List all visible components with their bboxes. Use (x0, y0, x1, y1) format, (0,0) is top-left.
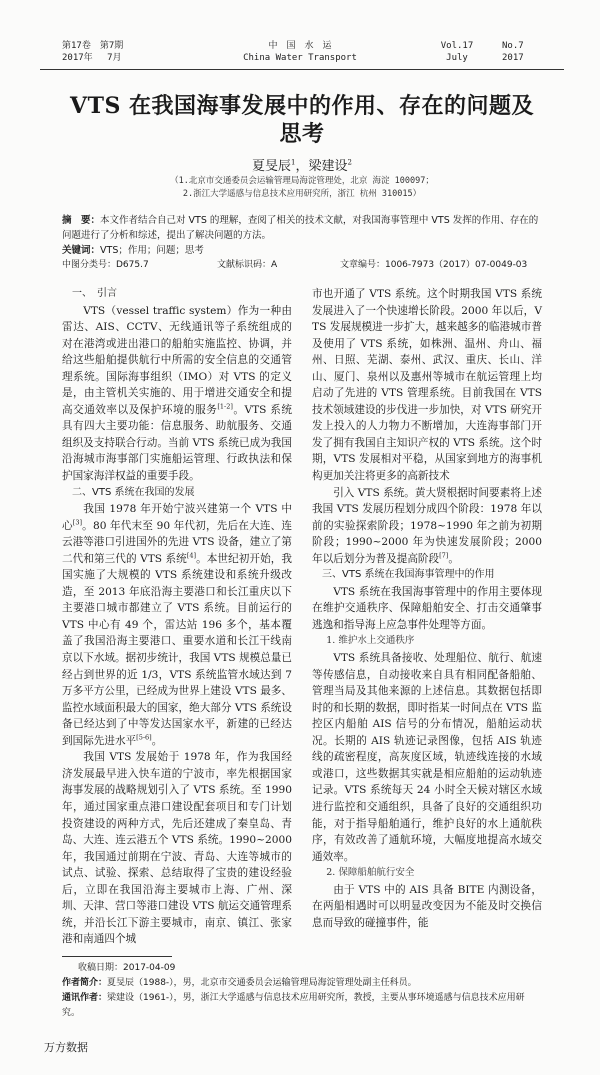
volume-cn: 第17卷 第7期 (62, 41, 124, 51)
body-columns (62, 286, 542, 948)
month-en: July (446, 53, 468, 63)
document-code: 文献标识码：A (217, 260, 278, 270)
running-header (62, 40, 542, 66)
text: 。本世纪初开始，我国实施了大规模的 VTS 系统建设和系统升级改造，至 2013 年底沿海主要港口和长江重庆以下主要港口城市都建立了 VTS 系统。目前运行的 VTS 中心有 49 个，雷达站 196 多个，基本覆盖了我国沿海主要港口、重要水道和长江干线南京以下水域。据初步统计，我国 VTS 规模总量已经占到世界的近 1/3，VTS 系统监管水域达到 7 万多平方公里，已经成为世界上建设 VTS 最多、监控水域面积最大的国家，绝大部分 VTS 系统设备已经达到了中等发达国家水平，新建的已经达到国际先进水平 (62, 552, 292, 747)
date-cn: 2017年 7月 (62, 53, 122, 63)
affiliation-1: （1.北京市交通委员会运输管理局海淀管理处，北京 海淀 100097； (170, 176, 434, 186)
keywords-label: 关键词： (62, 245, 101, 256)
text: 。80 年代末至 90 年代初，先后在大连、连云港等港口引进国外的先进 VTS 设备，建立了第二代和第三代的 VTS 系统 (62, 519, 293, 565)
section-heading-development: 二、VTS 系统在我国的发展 (72, 486, 195, 498)
paragraph: VTS 系统具备接收、处理船位、航行、航速等传感信息，自动接收来自具有相同配备船舶、管理当局及其他来源的上述信息。其数据包括即时的和长期的数据，即时指某一时间点在 VTS 监控区内船舶 AIS 信号的分布情况，船舶运动状况。长期的 AIS 轨迹记录图像，包括 AIS 轨迹线的疏密程度，高灰度区域，轨迹线连接的水域或港口，这些数据其实就是相应船舶的运动轨迹记录。VTS 系统每天 24 小时全天候对辖区水域进行监控和交通组织，具备了良好的交通组织功能，对于指导船舶通行，维护良好的水上通航秩序，有效改善了通航环境，大幅度地提高水域交通效率。 (312, 652, 542, 863)
issue-en (502, 40, 524, 64)
value: 夏旻辰（1988-），男，北京市交通委员会运输管理局海淀管理处副主任科员。 (107, 977, 417, 988)
journal-name (222, 40, 378, 64)
classification-line (62, 258, 542, 272)
label: 作者简介： (62, 977, 108, 988)
paragraph: VTS 系统在我国海事管理中的作用主要体现在维护交通秩序、保障船舶安全、打击交通肇事逃逸和指导海上应急事件处理等方面。 (312, 585, 542, 631)
keywords (62, 243, 542, 258)
footnote-author-bio (62, 976, 542, 991)
watermark: 万方数据 (44, 1040, 88, 1054)
value: 2017-04-09 (123, 962, 176, 973)
paragraph (312, 485, 542, 568)
label: 通讯作者： (62, 992, 108, 1003)
paragraph: 由于 VTS 中的 AIS 具备 BITE 内测设备，在两船相遇时可以明显改变因为不能及时交换信息而导致的碰撞事件，能 (312, 883, 542, 929)
abstract-label: 摘 要： (62, 215, 101, 226)
right-column (312, 286, 542, 948)
issue-no-en: No.7 (502, 41, 524, 51)
left-column (62, 286, 292, 948)
author-2-affil: 2 (347, 158, 352, 167)
paper-title: VTS 在我国海事发展中的作用、存在的问题及思考 (70, 93, 534, 147)
header-rule (40, 69, 564, 70)
label: 收稿日期： (78, 962, 124, 973)
text: 。 (151, 734, 163, 747)
text: 。VTS 系统具有四大主要功能：信息服务、助航服务、交通组织及支持联合行动。当前 VTS 系统已成为我国沿海城市海事部门实施船运管理、行政执法和保护国家海洋权益的重要手段。 (62, 403, 293, 483)
volume-issue-cn (62, 40, 123, 64)
author-1: 夏旻辰 (252, 159, 292, 174)
affiliation-2: 2.浙江大学遥感与信息技术应用研究所，浙江 杭州 310015） (182, 189, 422, 199)
volume-en (432, 40, 482, 64)
citation: [7] (439, 551, 449, 560)
citation: [1-2] (217, 402, 233, 411)
footnote-received (62, 961, 542, 976)
author-2: 梁建设 (308, 159, 348, 174)
clc-number: 中图分类号：D675.7 (62, 260, 149, 270)
footnote-rule (62, 956, 172, 957)
paragraph: 我国 VTS 发展始于 1978 年，作为我国经济发展最早进入快车道的宁波市，率先根据国家海事发展的战略规划引入了 VTS 系统。至 1990 年，通过国家重点港口建设配套项目和专门计划投资建设的两种方式，先后还建成了秦皇岛、青岛、大连、连云港五个 VTS 系统。1990~2000 年，我国通过前期在宁波、青岛、大连等城市的试点、试验、探索、总结取得了宝贵的建设经验后，立即在我国沿海主要城市上海、广州、深圳、天津、营口等港口建设 VTS 航运交通管理系统，并沿长江下游主要城市，南京、镇江、张家港和南通四个城 (62, 751, 292, 946)
abstract-text: 本文作者结合自己对 VTS 的理解，查阅了相关的技术文献，对我国海事管理中 VTS 发挥的作用、存在的问题进行了分析和综述，提出了解决问题的方法。 (62, 215, 539, 241)
value: 梁建设（1961-），男，浙江大学遥感与信息技术应用研究所，教授，主要从事环境遥感与信息技术应用研究。 (62, 992, 525, 1018)
footnote-corresponding (62, 991, 542, 1021)
text: 我国 1978 年开始宁波兴建第一个 VTS 中心 (62, 503, 292, 532)
paragraph-continued: 市也开通了 VTS 系统。这个时期我国 VTS 系统发展进入了一个快速增长阶段。2000 年以后，VTS 发展规模进一步扩大，越来越多的临港城市普及使用了 VTS 系统，如株洲、温州、舟山、福州、日照、芜湖、泰州、武汉、重庆、长山、洋山、厦门、泉州以及惠州等城市在航运管理上均启动了先进的 VTS 管理系统。目前我国在 VTS 技术领域建设的步伐进一步加快，对 VTS 研究开发上投入的人力物力不断增加，大连海事部门开发了拥有我国自主知识产权的 VTS 系统。这个时期，VTS 发展相对平稳，从国家到地方的海事机构更加关注将更多的高新技术 (312, 288, 542, 483)
author-1-affil: 1 (291, 158, 296, 167)
journal-name-en: China Water Transport (243, 53, 357, 63)
abstract (62, 213, 542, 243)
text: 引入 VTS 系统。黄大贤根据时间要素将上述我国 VTS 发展历程划分成四个阶段：1978 年以前的实验探索阶段；1978~1990 年之前为初期阶段；1990~2000 年为快速发展阶段；2000 年以后划分为普及提高阶段 (312, 486, 542, 565)
journal-name-cn: 中 国 水 运 (268, 41, 332, 51)
text: 。 (448, 552, 459, 565)
article-number: 文章编号：1006-7973（2017）07-0049-03 (340, 260, 528, 270)
text: VTS（vessel traffic system）作为一种由雷达、AIS、CCTV、无线通讯等子系统组成的对在港湾或进出港口的船舶实施监控、协调，并给这些船舶提供航行中所需的安全信息的交通管理系统。国际海事组织（IMO）对 VTS 的定义是，由主管机关实施的、用于增进交通安全和提高交通效率以及保护环境的服务 (62, 304, 292, 416)
section-heading-intro: 一、 引言 (72, 288, 117, 299)
subsection-heading-order: 1. 维护水上交通秩序 (326, 635, 415, 647)
author-sep: ， (295, 159, 309, 174)
paragraph (62, 501, 292, 749)
section-heading-role: 三、VTS 系统在我国海事管理中的作用 (322, 569, 495, 581)
volume-en-text: Vol.17 (440, 41, 474, 51)
keywords-text: VTS；作用；问题；思考 (100, 245, 204, 256)
citation: [3] (72, 518, 82, 527)
year-en: 2017 (502, 53, 524, 63)
author-line (62, 158, 542, 175)
citation: [4] (186, 551, 197, 560)
citation: [5-6] (136, 733, 152, 742)
subsection-heading-safety: 2. 保障船舶航行安全 (326, 867, 415, 879)
paragraph (62, 303, 292, 485)
